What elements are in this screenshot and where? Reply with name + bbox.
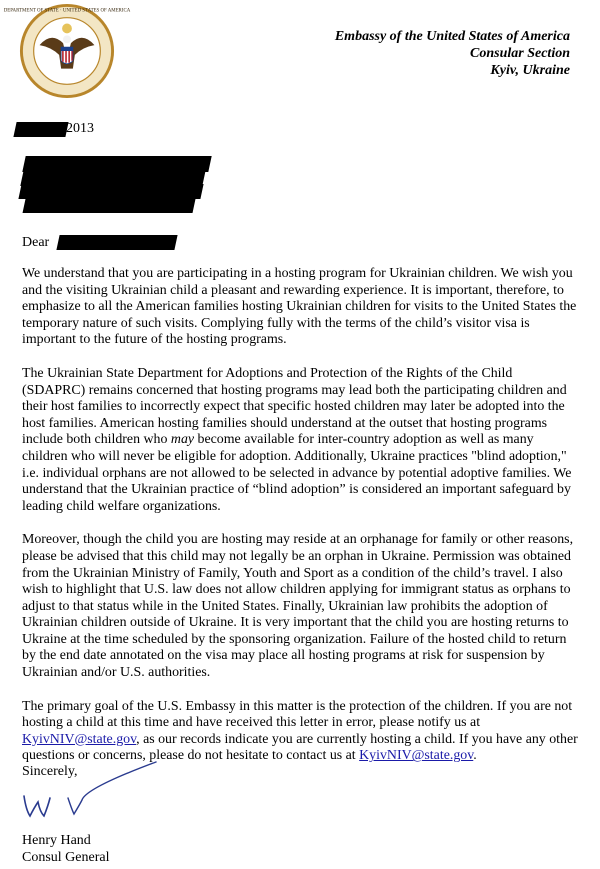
date-year: 2013 bbox=[66, 121, 94, 136]
letter-body bbox=[22, 266, 578, 782]
letterhead-line-section: Consular Section bbox=[470, 46, 570, 61]
department-of-state-seal bbox=[3, 2, 131, 100]
emphasis-may: may bbox=[170, 432, 195, 448]
redacted-date bbox=[13, 122, 68, 137]
closing: Sincerely, bbox=[22, 764, 78, 779]
paragraph-2-part-a: The Ukrainian State Department for Adoptions and Protection of the Rights of the Child (SDAPRC) remains concerned that hosting programs may lead both the participating children and their host families to incorrectly expect that specific hosted children may later be adopted into the host families. American hosting families should understand at the outset that hosting programs include both children who bbox=[22, 365, 567, 448]
paragraph-4-part-c: . bbox=[473, 748, 477, 764]
signatory-name: Henry Hand bbox=[22, 833, 91, 848]
letterhead-line-embassy: Embassy of the United States of America bbox=[334, 29, 570, 44]
salutation: Dear bbox=[22, 235, 50, 250]
paragraph-2-part-b: become available for inter-country adoption as well as many children who will never be eligible for adoption. Additionally, Ukraine practices "blind adoption," i.e. individual orphans are not allowed to be selected in advance by potential adoptive families. We understand that the Ukrainian practice of “blind adoption” is considered an important safeguard by leading child welfare organizations. bbox=[22, 432, 572, 514]
paragraph-3: Moreover, though the child you are hosting may reside at an orphanage for family or other reasons, please be advised that this child may not legally be an orphan in Ukraine. Permission was obtained from the Ukrainian Ministry of Family, Youth and Sport as a condition of the child’s travel. I also wish to highlight that U.S. law does not allow children applying for immigrant status as orphans to adjust to that status while in the United States. Finally, Ukrainian law prohibits the adoption of Ukrainian children outside of Ukraine. It is very important that the child you are hosting returns to Ukraine at the time scheduled by the sponsoring organization. Failure of the hosted child to return by the end date annotated on the visa may place all hosting programs at risk for suspension by Ukrainian and/or U.S. authorities. bbox=[22, 532, 574, 681]
redacted-recipient-name bbox=[56, 235, 177, 250]
letterhead-line-city: Kyiv, Ukraine bbox=[490, 63, 570, 78]
email-link-1[interactable]: KyivNIV@state.gov bbox=[22, 731, 137, 747]
embassy-letterhead bbox=[335, 28, 570, 79]
signatory-block bbox=[22, 833, 109, 866]
redacted-address-line-4 bbox=[23, 199, 196, 213]
paragraph-4-part-b: , as our records indicate you are currently hosting a child. If you have any other questions or concerns, please do not hesitate to contact us at bbox=[22, 731, 578, 764]
redacted-address-line-3 bbox=[18, 184, 203, 199]
paragraph-4-part-a: The primary goal of the U.S. Embassy in this matter is the protection of the children. If you are not hosting a child at this time and have received this letter in error, please notify us at bbox=[22, 698, 573, 731]
handwritten-signature bbox=[16, 758, 166, 828]
email-link-2[interactable]: KyivNIV@state.gov bbox=[359, 748, 474, 764]
paragraph-1: We understand that you are participating in a hosting program for Ukrainian children. We wish you and the visiting Ukrainian child a pleasant and rewarding experience. It is important, therefore, to emphasize to all the American families hosting Ukrainian children for visits to the United States the temporary nature of such visits. Complying fully with the terms of the child’s visitor visa is important to the future of the hosting programs. bbox=[22, 266, 577, 348]
signatory-title: Consul General bbox=[22, 849, 110, 865]
paragraph-4 bbox=[22, 699, 578, 765]
paragraph-2 bbox=[22, 366, 578, 515]
seal-outer-text: DEPARTMENT OF STATE · UNITED STATES OF AMERICA bbox=[3, 8, 131, 14]
